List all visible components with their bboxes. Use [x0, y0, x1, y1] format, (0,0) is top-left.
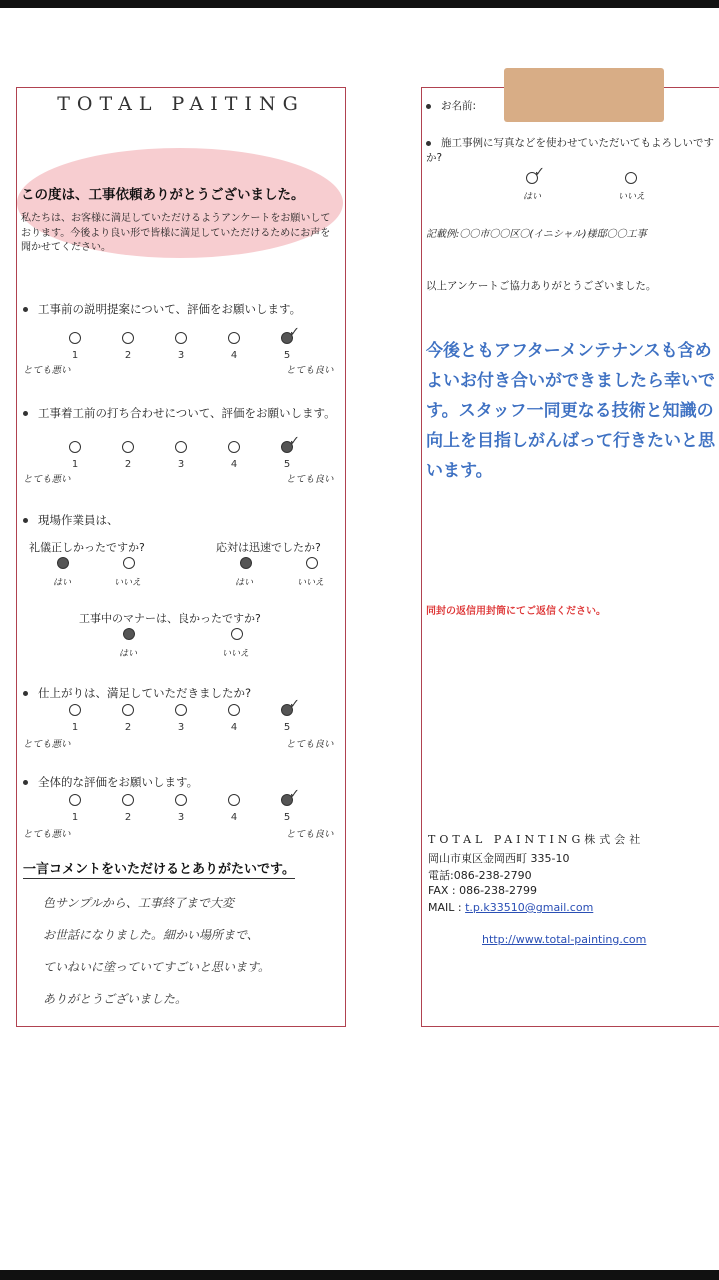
rating-row-q2	[17, 434, 345, 497]
photo-question-text: 施工事例に写真などを使わせていただいてもよろしいですか?	[426, 137, 714, 164]
rating-number: 4	[230, 812, 238, 823]
rating-option-1[interactable]	[69, 794, 81, 806]
survey-card-left	[16, 87, 346, 1027]
mail-link[interactable]: t.p.k33510@gmail.com	[465, 901, 594, 914]
bullet-icon	[23, 518, 28, 523]
bullet-icon	[426, 104, 431, 109]
no-label: いいえ	[222, 649, 250, 659]
bullet-icon	[23, 307, 28, 312]
redacted-name-box	[504, 68, 664, 122]
q3a-no-option[interactable]	[123, 557, 135, 569]
company-address: 岡山市東区金岡西町 335-10	[428, 852, 570, 865]
question-1-text: 工事前の説明提案について、評価をお願いします。	[38, 302, 302, 316]
q3c-no-option[interactable]	[231, 628, 243, 640]
rating-number: 5	[283, 722, 291, 733]
yes-label: はい	[523, 192, 542, 202]
q3a-yes-option-selected[interactable]	[57, 557, 69, 569]
rating-row-q5	[17, 787, 345, 850]
q3b-yes-option-selected[interactable]	[240, 557, 252, 569]
rating-row-q1	[17, 325, 345, 388]
bullet-icon	[23, 691, 28, 696]
rating-number: 3	[177, 350, 185, 361]
rating-option-4[interactable]	[228, 441, 240, 453]
comment-heading: 一言コメントをいただけるとありがたいです。	[23, 858, 295, 879]
scale-low-label: とても悪い	[23, 829, 71, 840]
rating-number: 5	[283, 350, 291, 361]
rating-option-4[interactable]	[228, 704, 240, 716]
name-label	[426, 98, 476, 113]
website-link[interactable]: http://www.total-painting.com	[482, 933, 647, 946]
aftercare-message: 今後ともアフターメンテナンスも含めよいお付き合いができましたら幸いです。スタッフ一同更なる技術と知識の向上を目指しがんばって行きたいと思います。	[426, 341, 715, 481]
check-mark-icon: ✓	[289, 697, 300, 712]
rating-number: 1	[71, 722, 79, 733]
rating-option-2[interactable]	[122, 704, 134, 716]
rating-number: 2	[124, 459, 132, 470]
scale-low-label: とても悪い	[23, 739, 71, 750]
check-mark-icon: ✓	[289, 787, 300, 802]
q3b-no-option[interactable]	[306, 557, 318, 569]
comment-line: 色サンプルから、工事終了まで大変	[43, 896, 234, 910]
rating-option-3[interactable]	[175, 332, 187, 344]
brand-title: TOTAL PAITING	[57, 93, 305, 115]
rating-number: 3	[177, 722, 185, 733]
scale-high-label: とても良い	[286, 829, 334, 840]
question-5	[23, 774, 198, 790]
survey-card-right	[421, 87, 719, 1027]
question-4-text: 仕上がりは、満足していただきましたか?	[38, 686, 252, 700]
question-3	[23, 512, 119, 528]
bottom-bar	[0, 1270, 719, 1280]
intro-text: 私たちは、お客様に満足していただけるようアンケートをお願いしております。今後より良い形で皆様に満足していただけるためにお声を聞かせてください。	[21, 213, 331, 253]
scale-high-label: とても良い	[286, 365, 334, 376]
name-label-text: お名前:	[441, 100, 477, 112]
rating-option-1[interactable]	[69, 332, 81, 344]
comment-line: お世話になりました。細かい場所まで、	[43, 928, 259, 942]
return-envelope-note: 同封の返信用封筒にてご返信ください。	[426, 606, 606, 617]
q3c-yes-option-selected[interactable]	[123, 628, 135, 640]
company-mail	[428, 901, 593, 914]
rating-option-1[interactable]	[69, 704, 81, 716]
question-3c-text: 工事中のマナーは、良かったですか?	[79, 612, 261, 625]
question-3b-text: 応対は迅速でしたか?	[216, 541, 321, 554]
company-phone: 電話:086-238-2790	[428, 869, 532, 882]
bullet-icon	[426, 141, 431, 146]
scale-high-label: とても良い	[286, 739, 334, 750]
rating-number: 1	[71, 350, 79, 361]
rating-number: 3	[177, 459, 185, 470]
top-status-bar	[0, 0, 719, 8]
example-text: 記載例:〇〇市〇〇区〇(イニシャル)様邸〇〇工事	[426, 229, 647, 240]
question-4	[23, 685, 251, 701]
rating-number: 5	[283, 812, 291, 823]
rating-number: 5	[283, 459, 291, 470]
rating-number: 4	[230, 722, 238, 733]
rating-number: 4	[230, 459, 238, 470]
rating-option-3[interactable]	[175, 441, 187, 453]
check-mark-icon: ✓	[289, 325, 300, 340]
rating-number: 4	[230, 350, 238, 361]
no-label: いいえ	[618, 192, 646, 202]
comment-line: ありがとうございました。	[43, 992, 188, 1006]
rating-number: 2	[124, 722, 132, 733]
scale-low-label: とても悪い	[23, 474, 71, 485]
bullet-icon	[23, 411, 28, 416]
photo-question	[426, 136, 719, 166]
yes-label: はい	[119, 649, 138, 659]
scale-high-label: とても良い	[286, 474, 334, 485]
rating-option-2[interactable]	[122, 332, 134, 344]
question-5-text: 全体的な評価をお願いします。	[38, 775, 199, 789]
company-fax: FAX : 086-238-2799	[428, 884, 538, 897]
rating-number: 2	[124, 812, 132, 823]
check-mark-icon: ✓	[534, 165, 545, 180]
rating-option-3[interactable]	[175, 704, 187, 716]
bullet-icon	[23, 780, 28, 785]
rating-row-q4	[17, 697, 345, 760]
photo-no-option[interactable]	[625, 172, 637, 184]
website	[482, 933, 646, 946]
yes-label: はい	[53, 578, 72, 588]
thanks-heading: この度は、工事依頼ありがとうございました。	[21, 187, 305, 203]
rating-option-4[interactable]	[228, 332, 240, 344]
question-3-text: 現場作業員は、	[38, 513, 119, 527]
company-name: TOTAL PAINTING株式会社	[428, 833, 645, 846]
question-1	[23, 301, 301, 317]
rating-number: 2	[124, 350, 132, 361]
rating-option-4[interactable]	[228, 794, 240, 806]
rating-option-1[interactable]	[69, 441, 81, 453]
scale-low-label: とても悪い	[23, 365, 71, 376]
rating-option-3[interactable]	[175, 794, 187, 806]
question-2	[23, 405, 339, 421]
comment-line: ていねいに塗っていてすごいと思います。	[43, 960, 271, 974]
rating-option-2[interactable]	[122, 794, 134, 806]
no-label: いいえ	[114, 578, 142, 588]
rating-number: 1	[71, 459, 79, 470]
rating-number: 1	[71, 812, 79, 823]
closing-text: 以上アンケートご協力ありがとうございました。	[426, 280, 657, 292]
no-label: いいえ	[297, 578, 325, 588]
rating-number: 3	[177, 812, 185, 823]
check-mark-icon: ✓	[289, 434, 300, 449]
rating-option-2[interactable]	[122, 441, 134, 453]
yes-label: はい	[235, 578, 254, 588]
mail-label: MAIL :	[428, 901, 462, 914]
question-2-text: 工事着工前の打ち合わせについて、評価をお願いします。	[38, 406, 336, 420]
question-3a-text: 礼儀正しかったですか?	[29, 541, 145, 554]
